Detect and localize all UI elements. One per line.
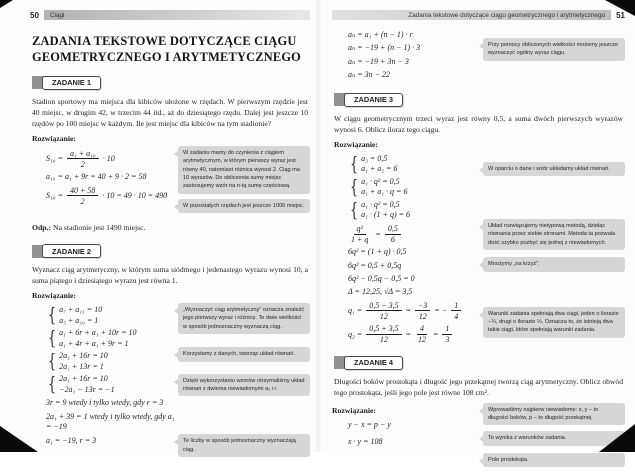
fraction xyxy=(67,149,99,169)
fraction xyxy=(348,224,371,244)
chapter-header-bar xyxy=(44,10,310,20)
equals-sign: = xyxy=(405,329,411,339)
system-line: a₁ · (1 + q) = 6 xyxy=(361,210,410,220)
system-line: a₁ · q² = 0,5 xyxy=(361,176,400,186)
page-number: 50 xyxy=(30,10,39,20)
math-line xyxy=(348,224,483,244)
math-rhs: · 10 = 49 · 10 = 490 xyxy=(102,191,168,201)
page-number: 51 xyxy=(616,10,625,20)
equation-system xyxy=(348,200,483,221)
fraction-numerator: q² xyxy=(354,224,366,235)
system-brace: { xyxy=(350,152,358,175)
fraction-numerator: a₁ + a₁₀ xyxy=(67,149,99,160)
system-brace: { xyxy=(350,175,358,198)
solution-label: Rozwiązanie: xyxy=(334,139,378,149)
system-brace: { xyxy=(48,350,56,373)
math-line: 2a₁ + 39 = 1 wtedy i tylko wtedy, gdy a₁ = −19 xyxy=(46,411,175,432)
math-line xyxy=(46,186,178,206)
margin-note: „Wyznaczyć ciąg arytmetyczny” oznacza znaleźć jego pierwszy wyraz i różnicę. Te dwie wielkości w sposób jednoznaczny wyznaczą ciąg. xyxy=(178,303,310,334)
math-line: 6q² = 0,5 + 0,5q xyxy=(348,260,402,270)
task1-problem: Stadion sportowy ma miejsca dla kibiców ułożone w rzędach. W pierwszym rzędzie jest 40 miejsc, w drugim 42, w trzecim 44 itd., aż do dziesiątego rzędu. Dalej jest jeszcze 10 rzędów po 100 miejsc w każdym. Ile jest miejsc dla kibiców na tym stadionie? xyxy=(32,96,308,128)
math-line: aₙ = 3n − 22 xyxy=(348,70,391,80)
chapter-title: Zadania tekstowe dotyczące ciągu geometrycznego i arytmetycznego xyxy=(408,11,606,19)
equals-sign: = xyxy=(433,329,439,339)
math-column xyxy=(332,403,483,451)
task2-solution xyxy=(30,303,310,462)
notes-column xyxy=(483,403,625,472)
system-line: 2a₁ + 13r = 1 xyxy=(59,361,104,371)
margin-note: Wprowadźmy najpierw niewiadome: x, y – to długości boków, p – to długość przekątnej. xyxy=(483,403,625,426)
math-lhs: S₁₀ = xyxy=(46,154,63,164)
fraction-numerator: 0,5 xyxy=(385,224,401,235)
badge-label: ZADANIE 1 xyxy=(42,76,101,90)
system-line: a₁ + 4r + a₁ + 9r = 1 xyxy=(59,338,129,348)
margin-note: Układ rozwiązujemy nietypową metodą, dzieląc równania przez siebie stronami. Metoda ta pozwala dość szybko pozbyć się jednej z niewiadomych. xyxy=(483,219,625,250)
page-right xyxy=(318,0,635,463)
badge-label: ZADANIE 3 xyxy=(344,93,403,107)
task3-problem: W ciągu geometrycznym trzeci wyraz jest równy 0,5, a suma dwóch pierwszych wyrazów wynosi 6. Oblicz iloraz tego ciągu. xyxy=(334,113,623,134)
equation-system xyxy=(46,305,178,326)
fraction-denominator: 1 + q xyxy=(351,235,369,245)
notes-column xyxy=(178,303,310,462)
margin-note: Warunki zadania spełniają dwa ciągi, jeden o ilorazie −¼, drugi o ilorazie ⅓. Oznacza to, że istnieją dwa takie ciągi, które spełniają warunki zadania. xyxy=(483,307,625,338)
system-line: 2a₁ + 16r = 10 xyxy=(59,351,108,361)
task4-problem: Długości boków prostokąta i długość jego przekątnej tworzą ciąg arytmetyczny. Oblicz obwód tego prostokąta, jeśli jego pole jest równe 108 cm². xyxy=(334,376,623,397)
system-line: a₁ + 6r + a₁ + 10r = 10 xyxy=(59,328,137,338)
fraction-denominator: 12 xyxy=(379,311,388,321)
fraction xyxy=(385,224,401,244)
task4-solution xyxy=(332,403,625,472)
margin-note: W oparciu o dane i wzór układamy układ równań. xyxy=(483,162,625,176)
math-line: aₙ = a₁ + (n − 1) · r xyxy=(348,30,413,39)
math-line: a₁ = −19, r = 3 xyxy=(46,435,97,445)
notes-column xyxy=(483,27,625,66)
page-left xyxy=(0,0,318,452)
math-line: x · y = 108 xyxy=(348,436,383,446)
math-line: Δ = 12,25, √Δ = 3,5 xyxy=(348,287,413,297)
fraction-numerator: 1 xyxy=(451,301,461,312)
section-title xyxy=(32,33,310,66)
margin-note: Przy pomocy obliczonych wielkości możemy jeszcze wyznaczyć ogólny wyraz ciągu. xyxy=(483,38,625,61)
math-lhs: S₁₀ = xyxy=(46,191,63,201)
system-line: −2a₁ − 13r = −1 xyxy=(59,384,115,394)
fraction-denominator: 12 xyxy=(379,335,388,345)
fraction xyxy=(366,324,401,344)
margin-note: Mnożymy „na krzyż”. xyxy=(483,257,625,271)
math-column xyxy=(332,27,483,84)
notes-column xyxy=(483,152,625,343)
equals-sign: = − xyxy=(434,306,448,316)
margin-note: W zadaniu mamy do czynienia z ciągiem arytmetycznym, w którym pierwszy wyraz jest równy 40, natomiast różnica wynosi 2. Ciąg ma 10 wyrazów. Do obliczenia sumy miejsc zastosujemy wzór na n-tą sumę częściową. xyxy=(178,146,310,194)
fraction-numerator: 40 + 58 xyxy=(67,186,98,197)
task2-problem: Wyznacz ciąg arytmetyczny, w którym suma siódmego i jedenastego wyrazu wynosi 10, a suma piątego i dziesiątego wyrazu jest równa 1. xyxy=(32,265,308,286)
fraction xyxy=(366,301,401,321)
system-line: a₃ = 0,5 xyxy=(361,153,388,163)
margin-note: Dzięki wykorzystaniu wzorów otrzymaliśmy układ równań z dwiema niewiadomymi a₁ i r. xyxy=(178,374,310,397)
math-line: 6q² − 0,5q − 0,5 = 0 xyxy=(348,274,415,283)
system-line: a₁ + a₁ · q = 6 xyxy=(361,187,408,197)
equals-sign: = xyxy=(405,306,411,316)
page-header xyxy=(332,10,625,20)
fraction-denominator: 12 xyxy=(418,311,427,321)
math-lhs: q₂ = xyxy=(348,329,363,339)
task4-badge xyxy=(334,356,625,370)
answer-text: Na stadionie jest 1490 miejsc. xyxy=(53,223,146,233)
system-line: a₁ · q² = 0,5 xyxy=(361,199,400,209)
answer-line xyxy=(32,223,310,232)
task2-badge xyxy=(32,244,310,258)
fraction-denominator: 6 xyxy=(390,235,395,245)
page-seam xyxy=(315,0,321,452)
equation-system xyxy=(348,177,483,198)
answer-label: Odp.: xyxy=(32,223,52,233)
system-line: a₅ + a₁₀ = 1 xyxy=(59,315,99,325)
system-brace: { xyxy=(48,304,56,327)
fraction-denominator: 3 xyxy=(445,335,450,345)
math-line: y − x = p − y xyxy=(348,419,391,429)
math-lhs: q₁ = xyxy=(348,306,363,316)
page-header xyxy=(30,10,310,20)
task1-solution xyxy=(30,146,310,218)
math-column xyxy=(30,146,178,209)
system-brace: { xyxy=(48,373,56,396)
notes-column xyxy=(178,146,310,218)
margin-note: Pole prostokąta. xyxy=(483,453,625,467)
fraction-denominator: 12 xyxy=(418,335,426,345)
task3-solution xyxy=(332,152,625,348)
math-line: aₙ = −19 + 3n − 3 xyxy=(348,56,409,66)
math-line: 3r = 9 wtedy i tylko wtedy, gdy r = 3 xyxy=(46,398,164,408)
equation-system xyxy=(348,154,483,175)
chapter-title: Ciągi xyxy=(49,11,65,19)
fraction xyxy=(442,324,452,344)
fraction-numerator: 0,5 − 3,5 xyxy=(366,301,401,312)
badge-label: ZADANIE 2 xyxy=(42,244,101,258)
fraction-denominator: 4 xyxy=(454,311,459,321)
equation-system xyxy=(46,374,178,395)
margin-note: W pozostałych rzędach jest jeszcze 1000 miejsc. xyxy=(178,199,310,213)
math-line: 6q² = (1 + q) · 0,5 xyxy=(348,247,407,257)
badge-label: ZADANIE 4 xyxy=(344,356,403,370)
fraction xyxy=(415,301,430,321)
chapter-header-bar xyxy=(332,10,611,20)
fraction xyxy=(67,186,98,206)
system-line: a₇ + a₁₁ = 10 xyxy=(59,305,103,315)
fraction xyxy=(415,324,429,344)
fraction-denominator: 2 xyxy=(80,159,85,169)
math-line xyxy=(348,324,483,344)
margin-note: To wynika z warunków zadania. xyxy=(483,431,625,445)
math-column xyxy=(30,303,178,449)
section-title-line: GEOMETRYCZNEGO I ARYTMETYCZNEGO xyxy=(32,50,302,65)
system-brace: { xyxy=(350,198,358,221)
fraction-numerator: −3 xyxy=(415,301,430,312)
solution-label: Rozwiązanie: xyxy=(32,133,76,143)
system-brace: { xyxy=(48,327,56,350)
task1-badge xyxy=(32,76,310,90)
margin-note: Korzystamy z danych, tworząc układ równań. xyxy=(178,347,310,361)
math-line: aₙ = −19 + (n − 1) · 3 xyxy=(348,43,421,53)
math-line: a₁₀ = a₁ + 9r = 40 + 9 · 2 = 58 xyxy=(46,172,147,182)
fraction-denominator: 2 xyxy=(80,196,85,206)
equation-system xyxy=(46,351,178,372)
system-line: 2a₁ + 16r = 10 xyxy=(59,374,108,384)
fraction xyxy=(451,301,461,321)
fraction-numerator: 4 xyxy=(417,324,427,335)
math-column xyxy=(332,152,483,348)
math-line xyxy=(46,149,178,169)
system-line: a₁ + a₂ = 6 xyxy=(361,164,398,174)
math-rhs: · 10 xyxy=(102,154,115,164)
fraction-numerator: 0,5 + 3,5 xyxy=(366,324,401,335)
equals-sign: = xyxy=(375,229,381,239)
fraction-numerator: 1 xyxy=(442,324,452,335)
margin-note: Te liczby w sposób jednoznaczny wyznaczają ciąg. xyxy=(178,434,310,457)
solution-label: Rozwiązanie: xyxy=(332,405,376,415)
task3-badge xyxy=(334,93,625,107)
solution-label: Rozwiązanie: xyxy=(32,291,76,301)
equation-system xyxy=(46,328,178,349)
math-line xyxy=(348,301,483,321)
section-title-line: ZADANIA TEKSTOWE DOTYCZĄCE CIĄGU xyxy=(32,34,297,48)
task2-continuation xyxy=(332,27,625,84)
